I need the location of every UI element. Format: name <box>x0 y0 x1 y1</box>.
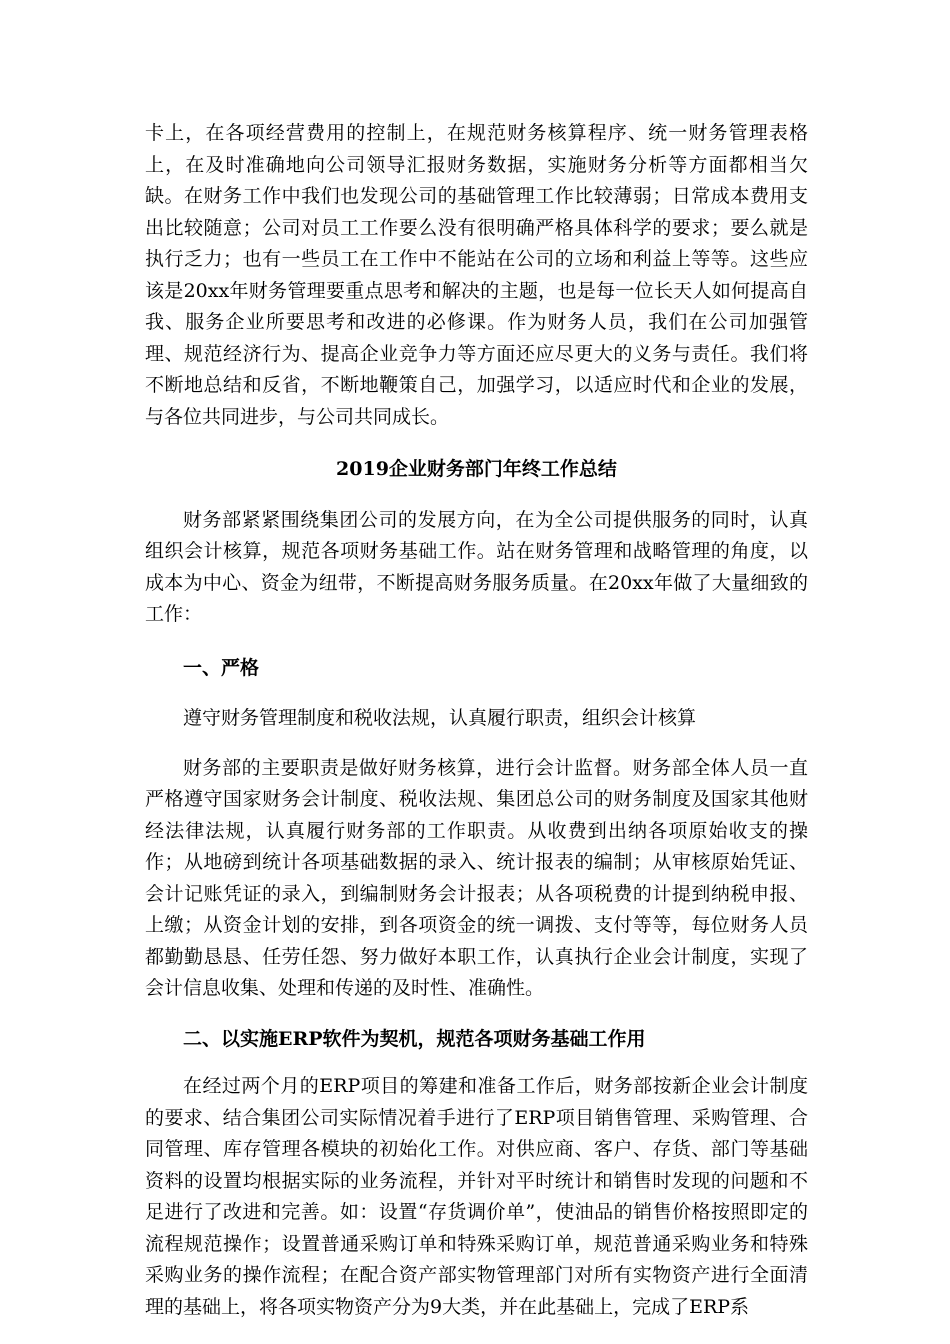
intro-paragraph: 财务部紧紧围绕集团公司的发展方向，在为全公司提供服务的同时，认真组织会计核算，规范各项财务基础工作。站在财务管理和战略管理的角度，以成本为中心、资金为纽带，不断提高财务服务质量。在20xx年做了大量细致的工作： <box>145 508 808 625</box>
section-2-paragraph: 在经过两个月的ERP项目的筹建和准备工作后，财务部按新企业会计制度的要求、结合集团公司实际情况着手进行了ERP项目销售管理、采购管理、合同管理、库存管理各模块的初始化工作。对供应商、客户、存货、部门等基础资料的设置均根据实际的业务流程，并针对平时统计和销售时发现的问题和不足进行了改进和完善。如：设置“存货调价单”，使油品的销售价格按照即定的流程规范操作；设置普通采购订单和特殊采购订单，规范普通采购业务和特殊采购业务的操作流程；在配合资产部实物管理部门对所有实物资产进行全面清理的基础上，将各项实物资产分为9大类，并在此基础上，完成了ERP系 <box>145 1075 808 1318</box>
continuation-paragraph: 卡上，在各项经营费用的控制上，在规范财务核算程序、统一财务管理表格上，在及时准确地向公司领导汇报财务数据，实施财务分析等方面都相当欠缺。在财务工作中我们也发现公司的基础管理工作比较薄弱；日常成本费用支出比较随意；公司对员工工作要么没有很明确严格具体科学的要求；要么就是执行乏力；也有一些员工在工作中不能站在公司的立场和利益上等等。这些应该是20xx年财务管理要重点思考和解决的主题，也是每一位长天人如何提高自我、服务企业所要思考和改进的必修课。作为财务人员，我们在公司加强管理、规范经济行为、提高企业竞争力等方面还应尽更大的义务与责任。我们将不断地总结和反省，不断地鞭策自己，加强学习，以适应时代和企业的发展，与各位共同进步，与公司共同成长。 <box>145 122 808 428</box>
section-1-subline: 遵守财务管理制度和税收法规，认真履行职责，组织会计核算 <box>183 707 697 729</box>
section-heading-2: 二、以实施ERP软件为契机，规范各项财务基础工作用 <box>183 1027 646 1050</box>
document-page <box>145 118 808 1323</box>
section-1-paragraph: 财务部的主要职责是做好财务核算，进行会计监督。财务部全体人员一直严格遵守国家财务会计制度、税收法规、集团总公司的财务制度及国家其他财经法律法规，认真履行财务部的工作职责。从收费到出纳各项原始收支的操作；从地磅到统计各项基础数据的录入、统计报表的编制；从审核原始凭证、会计记账凭证的录入，到编制财务会计报表；从各项税费的计提到纳税申报、上缴；从资金计划的安排，到各项资金的统一调拨、支付等等，每位财务人员都勤勤恳恳、任劳任怨、努力做好本职工作，认真执行企业会计制度，实现了会计信息收集、处理和传递的及时性、准确性。 <box>145 756 808 999</box>
document-title: 2019企业财务部门年终工作总结 <box>336 458 617 480</box>
section-heading-1: 一、严格 <box>183 656 260 679</box>
